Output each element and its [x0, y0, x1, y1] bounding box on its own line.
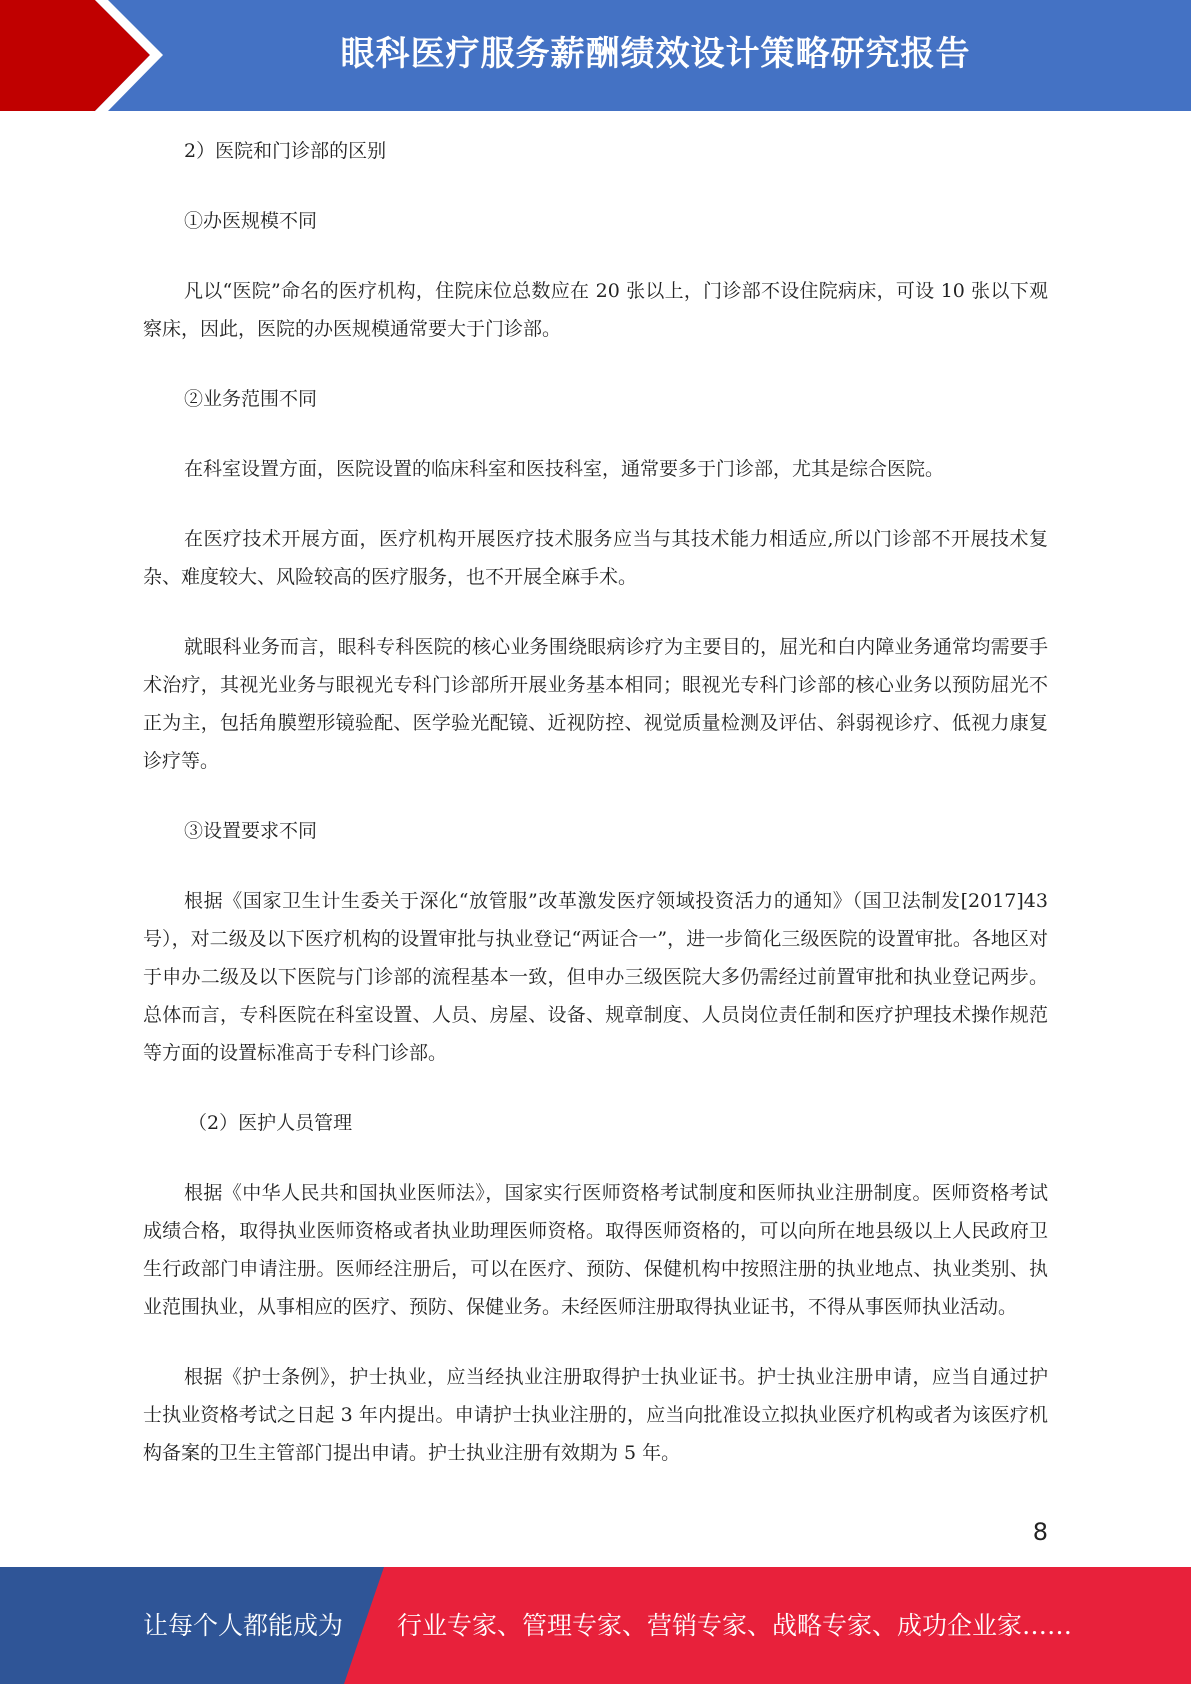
footer-slogan-left: 让每个人都能成为: [143, 1611, 344, 1640]
body-paragraph: 根据《中华人民共和国执业医师法》，国家实行医师资格考试制度和医师执业注册制度。医师资格考试成绩合格，取得执业医师资格或者执业助理医师资格。取得医师资格的，可以向所在地县级以上人民政府卫生行政部门申请注册。医师经注册后，可以在医疗、预防、保健机构中按照注册的执业地点、执业类别、执业范围执业，从事相应的医疗、预防、保健业务。未经医师注册取得执业证书，不得从事医师执业活动。: [143, 1182, 1048, 1318]
subsection-heading: 2）医院和门诊部的区别: [184, 140, 387, 162]
section-heading: （2）医护人员管理: [188, 1112, 353, 1134]
body-paragraph: 根据《护士条例》，护士执业，应当经执业注册取得护士执业证书。护士执业注册申请，应当自通过护士执业资格考试之日起 3 年内提出。申请护士执业注册的，应当向批准设立拟执业医疗机构或者为该医疗机构备案的卫生主管部门提出申请。护士执业注册有效期为 5 年。: [143, 1366, 1048, 1464]
page-footer: [0, 1567, 1191, 1684]
body-paragraph: 凡以“医院”命名的医疗机构，住院床位总数应在 20 张以上，门诊部不设住院病床，可设 10 张以下观察床，因此，医院的办医规模通常要大于门诊部。: [143, 280, 1048, 340]
body-paragraph: 就眼科业务而言，眼科专科医院的核心业务围绕眼病诊疗为主要目的，屈光和白内障业务通常均需要手术治疗，其视光业务与眼视光专科门诊部所开展业务基本相同；眼视光专科门诊部的核心业务以预防屈光不正为主，包括角膜塑形镜验配、医学验光配镜、近视防控、视觉质量检测及评估、斜弱视诊疗、低视力康复诊疗等。: [143, 636, 1048, 772]
body-content: [143, 132, 1048, 1504]
report-title: 眼科医疗服务薪酬绩效设计策略研究报告: [340, 34, 971, 74]
page-number: 8: [1032, 1518, 1048, 1546]
body-paragraph: 根据《国家卫生计生委关于深化“放管服”改革激发医疗领域投资活力的通知》（国卫法制发[2017]43 号），对二级及以下医疗机构的设置审批与执业登记“两证合一”，进一步简化三级医院的设置审批。各地区对于申办二级及以下医院与门诊部的流程基本一致，但申办三级医院大多仍需经过前置审批和执业登记两步。总体而言，专科医院在科室设置、人员、房屋、设备、规章制度、人员岗位责任制和医疗护理技术操作规范等方面的设置标准高于专科门诊部。: [143, 890, 1048, 1064]
footer-slogan-right: 行业专家、管理专家、营销专家、战略专家、成功企业家……: [397, 1611, 1073, 1640]
point-heading: ②业务范围不同: [184, 388, 318, 410]
body-paragraph: 在科室设置方面，医院设置的临床科室和医技科室，通常要多于门诊部，尤其是综合医院。: [184, 458, 945, 480]
point-heading: ①办医规模不同: [184, 210, 318, 232]
point-heading: ③设置要求不同: [184, 820, 318, 842]
page-header: [0, 0, 1191, 111]
body-paragraph: 在医疗技术开展方面，医疗机构开展医疗技术服务应当与其技术能力相适应,所以门诊部不开展技术复杂、难度较大、风险较高的医疗服务，也不开展全麻手术。: [143, 528, 1048, 588]
